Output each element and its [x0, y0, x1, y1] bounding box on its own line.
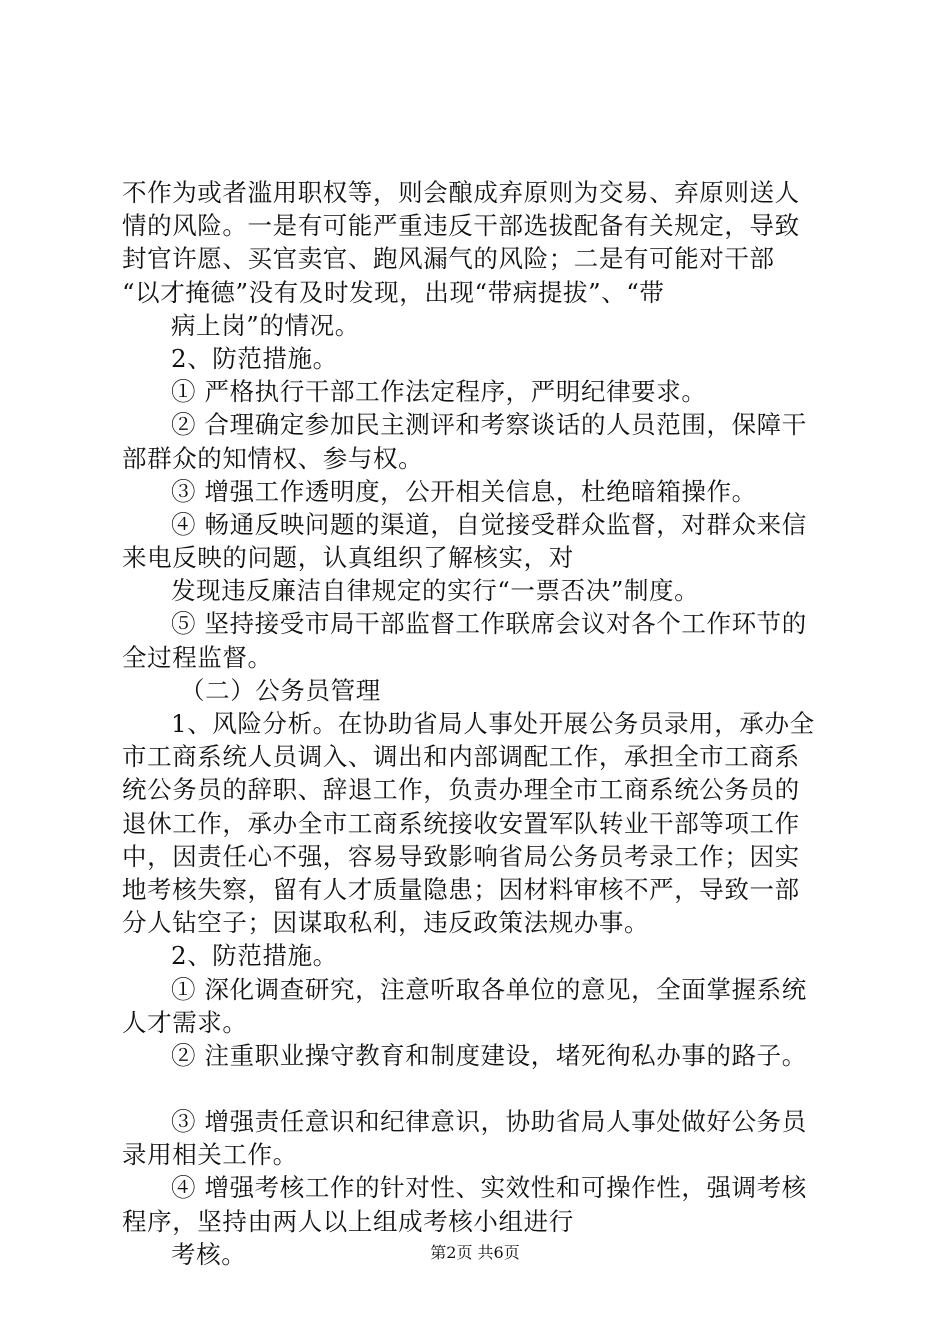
text-line: 来电反映的问题，认真组织了解核实，对	[122, 543, 574, 573]
section-heading: 2、防范措施。	[171, 941, 338, 971]
section-heading: （二）公务员管理	[180, 675, 381, 705]
text-line: “以才掩德”没有及时发现，出现“带病提拔”、“带	[122, 277, 665, 307]
paragraph-start: 1、风险分析。在协助省局人事处开展公务员录用，承办全	[171, 709, 815, 738]
text-line: 部群众的知情权、参与权。	[122, 443, 424, 473]
list-item: ① 严格执行干部工作法定程序，严明纪律要求。	[171, 377, 707, 407]
text-line: 中，因责任心不强，容易导致影响省局公务员考录工作；因实	[122, 841, 800, 871]
text-line: 统公务员的辞职、辞退工作，负责办理全市工商系统公务员的	[122, 775, 800, 805]
list-item: ① 深化调查研究，注意听取各单位的意见，全面掌握系统	[171, 974, 807, 1004]
text-line: 情的风险。一是有可能严重违反干部选拔配备有关规定，导致	[122, 211, 800, 241]
list-item: ③ 增强责任意识和纪律意识，协助省局人事处做好公务员	[171, 1107, 807, 1137]
section-heading: 2、防范措施。	[171, 343, 338, 373]
text-line: 考核。	[171, 1239, 247, 1269]
text-line: 分人钻空子；因谋取私利，违反政策法规办事。	[122, 908, 650, 938]
text-line: 地考核失察，留有人才质量隐患；因材料审核不严，导致一部	[122, 874, 800, 904]
text-line: 封官许愿、买官卖官、跑风漏气的风险；二是有可能对干部	[122, 244, 775, 274]
text-line: 人才需求。	[122, 1007, 248, 1037]
list-item: ③ 增强工作透明度，公开相关信息，杜绝暗箱操作。	[171, 476, 757, 506]
text-line: 发现违反廉洁自律规定的实行“一票否决”制度。	[171, 576, 700, 606]
text-line: 病上岗”的情况。	[171, 310, 360, 340]
list-item: ② 合理确定参加民主测评和考察谈话的人员范围，保障干	[171, 410, 807, 440]
text-line: 不作为或者滥用职权等，则会酿成弃原则为交易、弃原则送人	[122, 178, 800, 207]
list-item: ② 注重职业操守教育和制度建设，堵死徇私办事的路子。	[171, 1040, 807, 1070]
list-item: ④ 畅通反映问题的渠道，自觉接受群众监督，对群众来信	[171, 509, 807, 539]
list-item: ④ 增强考核工作的针对性、实效性和可操作性，强调考核	[171, 1173, 807, 1203]
text-line: 市工商系统人员调入、调出和内部调配工作，承担全市工商系	[122, 742, 800, 772]
blank-line	[122, 1072, 834, 1105]
list-item: ⑤ 坚持接受市局干部监督工作联席会议对各个工作环节的	[171, 609, 807, 639]
text-line: 程序，坚持由两人以上组成考核小组进行	[122, 1206, 574, 1236]
text-line: 全过程监督。	[122, 642, 273, 672]
text-line: 录用相关工作。	[122, 1140, 298, 1170]
text-line: 退休工作，承办全市工商系统接收安置军队转业干部等项工作	[122, 808, 800, 838]
document-body	[122, 176, 834, 1271]
page-footer: 第2页 共6页	[430, 1243, 520, 1262]
